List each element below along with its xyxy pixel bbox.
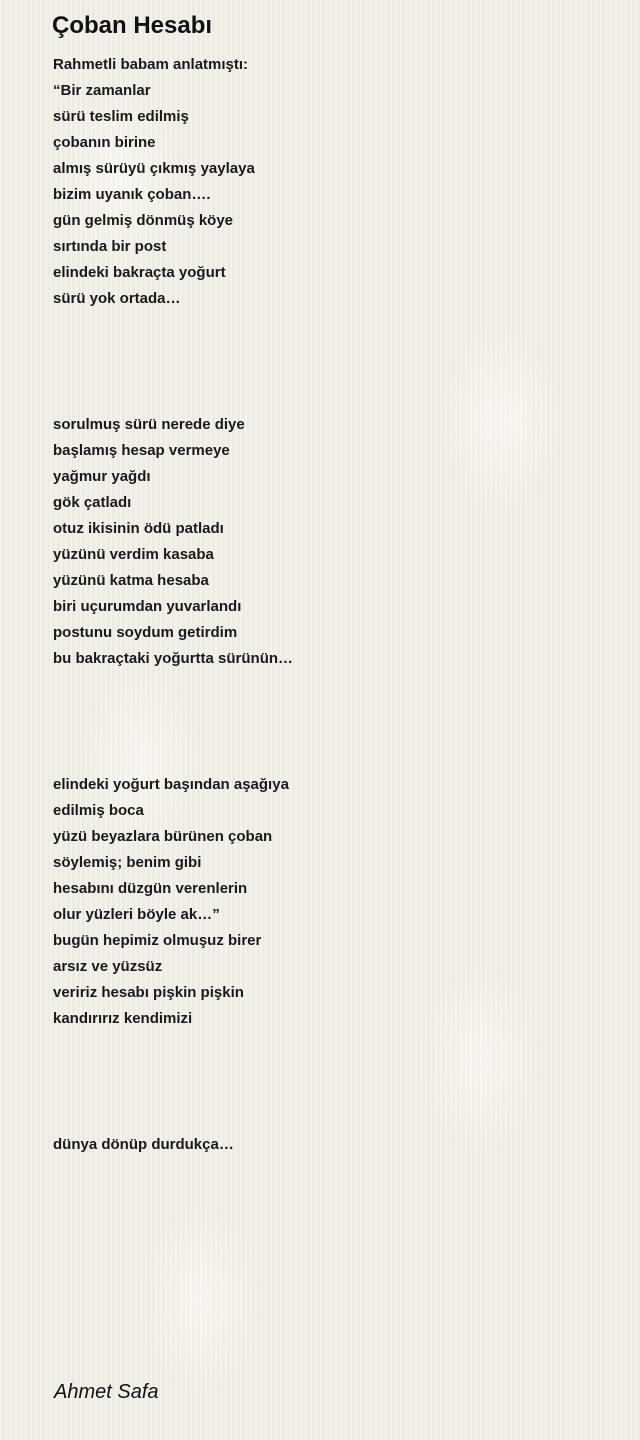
stanza-2: [53, 412, 293, 672]
poem-line: yağmur yağdı: [53, 468, 151, 485]
poem-title: Çoban Hesabı: [52, 12, 213, 39]
poem-line: bizim uyanık çoban….: [53, 186, 211, 203]
poem-line: “Bir zamanlar: [53, 82, 151, 99]
poem-line: yüzü beyazlara bürünen çoban: [53, 828, 273, 845]
poem-line: Rahmetli babam anlatmıştı:: [53, 56, 249, 73]
poem-line: gün gelmiş dönmüş köye: [53, 212, 234, 229]
poem-line: başlamış hesap vermeye: [53, 442, 230, 459]
poem-line: hesabını düzgün verenlerin: [53, 880, 248, 897]
poem-line: edilmiş boca: [53, 802, 144, 819]
poem-line: söylemiş; benim gibi: [53, 854, 202, 871]
poem-line: gök çatladı: [53, 494, 132, 511]
poem-line: yüzünü katma hesaba: [53, 572, 209, 589]
poem-line: elindeki bakraçta yoğurt: [53, 264, 226, 281]
poem-line: çobanın birine: [53, 134, 156, 151]
poem-line: almış sürüyü çıkmış yaylaya: [53, 160, 255, 177]
poem-line: elindeki yoğurt başından aşağıya: [53, 776, 289, 793]
stanza-1: [53, 52, 255, 312]
poem-line: postunu soydum getirdim: [53, 624, 238, 641]
poem-line: sürü yok ortada…: [53, 290, 181, 307]
poem-line: bu bakraçtaki yoğurtta sürünün…: [53, 650, 294, 667]
poem-line: yüzünü verdim kasaba: [53, 546, 214, 563]
stanza-4: [53, 1132, 234, 1158]
poem-line: bugün hepimiz olmuşuz birer: [53, 932, 262, 949]
poem-line: olur yüzleri böyle ak…”: [53, 906, 220, 923]
poem-line: arsız ve yüzsüz: [53, 958, 163, 975]
poem-line: sürü teslim edilmiş: [53, 108, 189, 125]
stanza-3: [53, 772, 289, 1032]
poem-line: sorulmuş sürü nerede diye: [53, 416, 245, 433]
poem-line: biri uçurumdan yuvarlandı: [53, 598, 242, 615]
poem-line: sırtında bir post: [53, 238, 167, 255]
poem-line: otuz ikisinin ödü patladı: [53, 520, 224, 537]
poem-line: veririz hesabı pişkin pişkin: [53, 984, 244, 1001]
poem-author: Ahmet Safa: [54, 1381, 159, 1403]
poem-line: kandırırız kendimizi: [53, 1010, 193, 1027]
poem-line: dünya dönüp durdukça…: [53, 1136, 234, 1153]
